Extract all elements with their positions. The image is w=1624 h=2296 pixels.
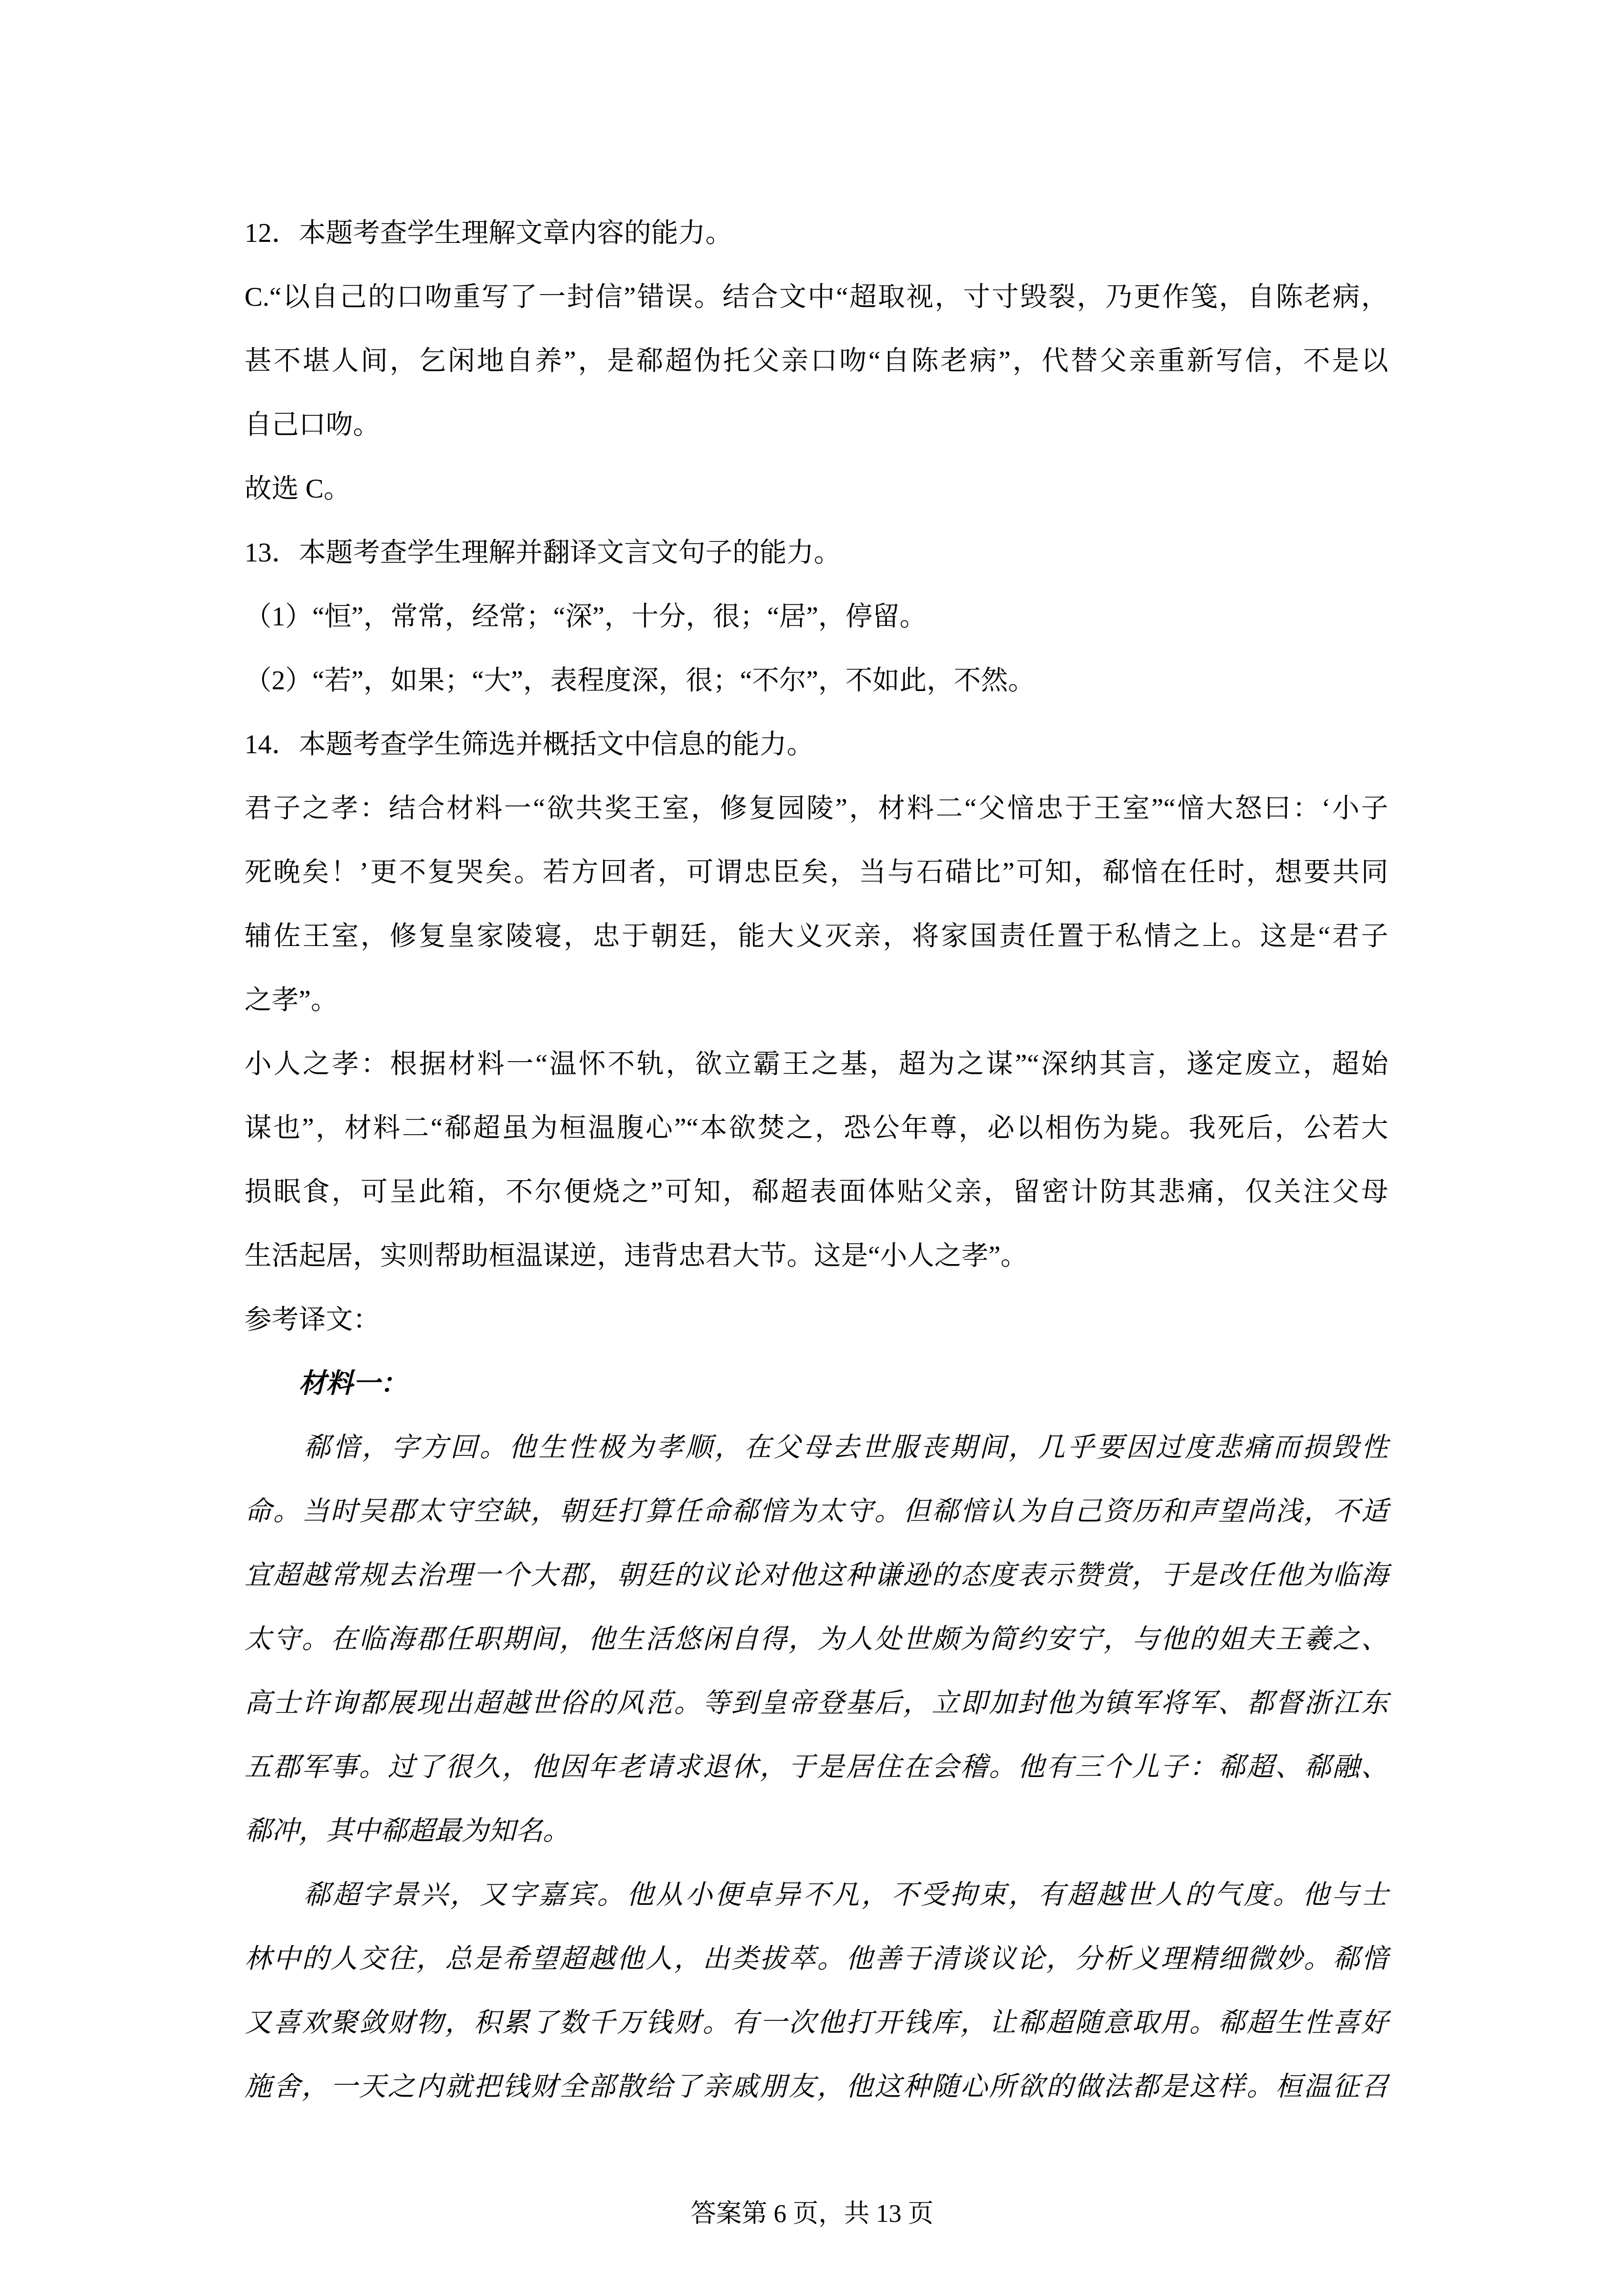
q12-heading-line-1: 12．本题考查学生理解文章内容的能力。 <box>244 218 732 248</box>
q13-point-1 <box>244 585 1388 649</box>
q14-junzi-analysis-line-2: 死晚矣！’更不复哭矣。若方回者，可谓忠臣矣，当与石碏比”可知，郗愔在任时，想要共同 <box>244 858 1388 887</box>
q14-heading-line-1: 14．本题考查学生筛选并概括文中信息的能力。 <box>244 730 814 759</box>
material-1-translation-paragraph-1 <box>244 1416 1388 1863</box>
material-1-translation-paragraph-1-line-3: 宜超越常规去治理一个大郡，朝廷的议论对他这种谦逊的态度表示赞赏，于是改任他为临海 <box>244 1561 1388 1590</box>
reference-translation-heading <box>244 1288 1388 1352</box>
material-1-translation-paragraph-2-line-1: 郗超字景兴，又字嘉宾。他从小便卓异不凡，不受拘束，有超越世人的气度。他与士 <box>244 1880 1388 1910</box>
q14-xiaoren-analysis-line-2: 谋也”，材料二“郗超虽为桓温腹心”“本欲焚之，恐公年尊，必以相伤为毙。我死后，公若大 <box>244 1113 1388 1143</box>
page-footer: 答案第 6 页，共 13 页 <box>691 2199 933 2227</box>
q14-junzi-analysis-line-1: 君子之孝：结合材料一“欲共奖王室，修复园陵”，材料二“父愔忠于王室”“愔大怒曰：‘小子 <box>244 794 1388 823</box>
q12-heading <box>244 201 1388 265</box>
material-1-translation-paragraph-2-line-3: 又喜欢聚敛财物，积累了数千万钱财。有一次他打开钱库，让郗超随意取用。郗超生性喜好 <box>244 2008 1388 2038</box>
q13-point-1-line-1: （1）“恒”，常常，经常；“深”，十分，很；“居”，停留。 <box>244 602 927 632</box>
material-1-translation-paragraph-1-line-5: 高士许询都展现出超越世俗的风范。等到皇帝登基后，立即加封他为镇军将军、都督浙江东 <box>244 1689 1388 1718</box>
q13-point-2 <box>244 649 1388 713</box>
material-1-heading-line-1: 材料一： <box>244 1369 407 1399</box>
q14-junzi-analysis-line-3: 辅佐王室，修复皇家陵寝，忠于朝廷，能大义灭亲，将家国责任置于私情之上。这是“君子 <box>244 921 1388 951</box>
q14-junzi-analysis <box>244 777 1388 1032</box>
q12-answer <box>244 457 1388 521</box>
material-1-translation-paragraph-2 <box>244 1863 1388 2119</box>
material-1-translation-paragraph-1-line-6: 五郡军事。过了很久，他因年老请求退休，于是居住在会稽。他有三个儿子：郗超、郗融、 <box>244 1752 1388 1782</box>
material-1-translation-paragraph-1-line-7: 郗冲，其中郗超最为知名。 <box>244 1816 570 1846</box>
q12-analysis <box>244 265 1388 457</box>
q13-point-2-line-1: （2）“若”，如果；“大”，表程度深，很；“不尔”，不如此，不然。 <box>244 666 1035 695</box>
answer-body <box>244 201 1388 2119</box>
q14-xiaoren-analysis-line-1: 小人之孝：根据材料一“温怀不轨，欲立霸王之基，超为之谋”“深纳其言，遂定废立，超始 <box>244 1049 1388 1079</box>
q14-junzi-analysis-line-4: 之孝”。 <box>244 985 338 1015</box>
q14-xiaoren-analysis-line-3: 损眠食，可呈此箱，不尔便烧之”可知，郗超表面体贴父亲，留密计防其悲痛，仅关注父母 <box>244 1177 1388 1207</box>
q12-analysis-line-3: 自己口吻。 <box>244 410 380 440</box>
q14-heading <box>244 713 1388 777</box>
q12-analysis-line-1: C.“以自己的口吻重写了一封信”错误。结合文中“超取视，寸寸毁裂，乃更作笺，自陈老病， <box>244 282 1388 312</box>
q12-answer-line-1: 故选 C。 <box>244 474 351 504</box>
material-1-translation-paragraph-1-line-1: 郗愔，字方回。他生性极为孝顺，在父母去世服丧期间，几乎要因过度悲痛而损毁性 <box>244 1433 1388 1462</box>
material-1-translation-paragraph-1-line-4: 太守。在临海郡任职期间，他生活悠闲自得，为人处世颇为简约安宁，与他的姐夫王羲之、 <box>244 1625 1388 1654</box>
material-1-translation-paragraph-2-line-2: 林中的人交往，总是希望超越他人，出类拔萃。他善于清谈议论，分析义理精细微妙。郗愔 <box>244 1944 1388 1974</box>
material-1-translation-paragraph-1-line-2: 命。当时吴郡太守空缺，朝廷打算任命郗愔为太守。但郗愔认为自己资历和声望尚浅，不适 <box>244 1497 1388 1526</box>
q13-heading-line-1: 13．本题考查学生理解并翻译文言文句子的能力。 <box>244 538 841 568</box>
q12-analysis-line-2: 甚不堪人间，乞闲地自养”，是郗超伪托父亲口吻“自陈老病”，代替父亲重新写信，不是以 <box>244 346 1388 376</box>
material-1-heading <box>244 1352 1388 1416</box>
q13-heading <box>244 521 1388 585</box>
material-1-translation-paragraph-2-line-4: 施舍，一天之内就把钱财全部散给了亲戚朋友，他这种随心所欲的做法都是这样。桓温征召 <box>244 2072 1388 2102</box>
reference-translation-heading-line-1: 参考译文： <box>244 1305 380 1335</box>
q14-xiaoren-analysis <box>244 1032 1388 1288</box>
q14-xiaoren-analysis-line-4: 生活起居，实则帮助桓温谋逆，违背忠君大节。这是“小人之孝”。 <box>244 1241 1028 1271</box>
